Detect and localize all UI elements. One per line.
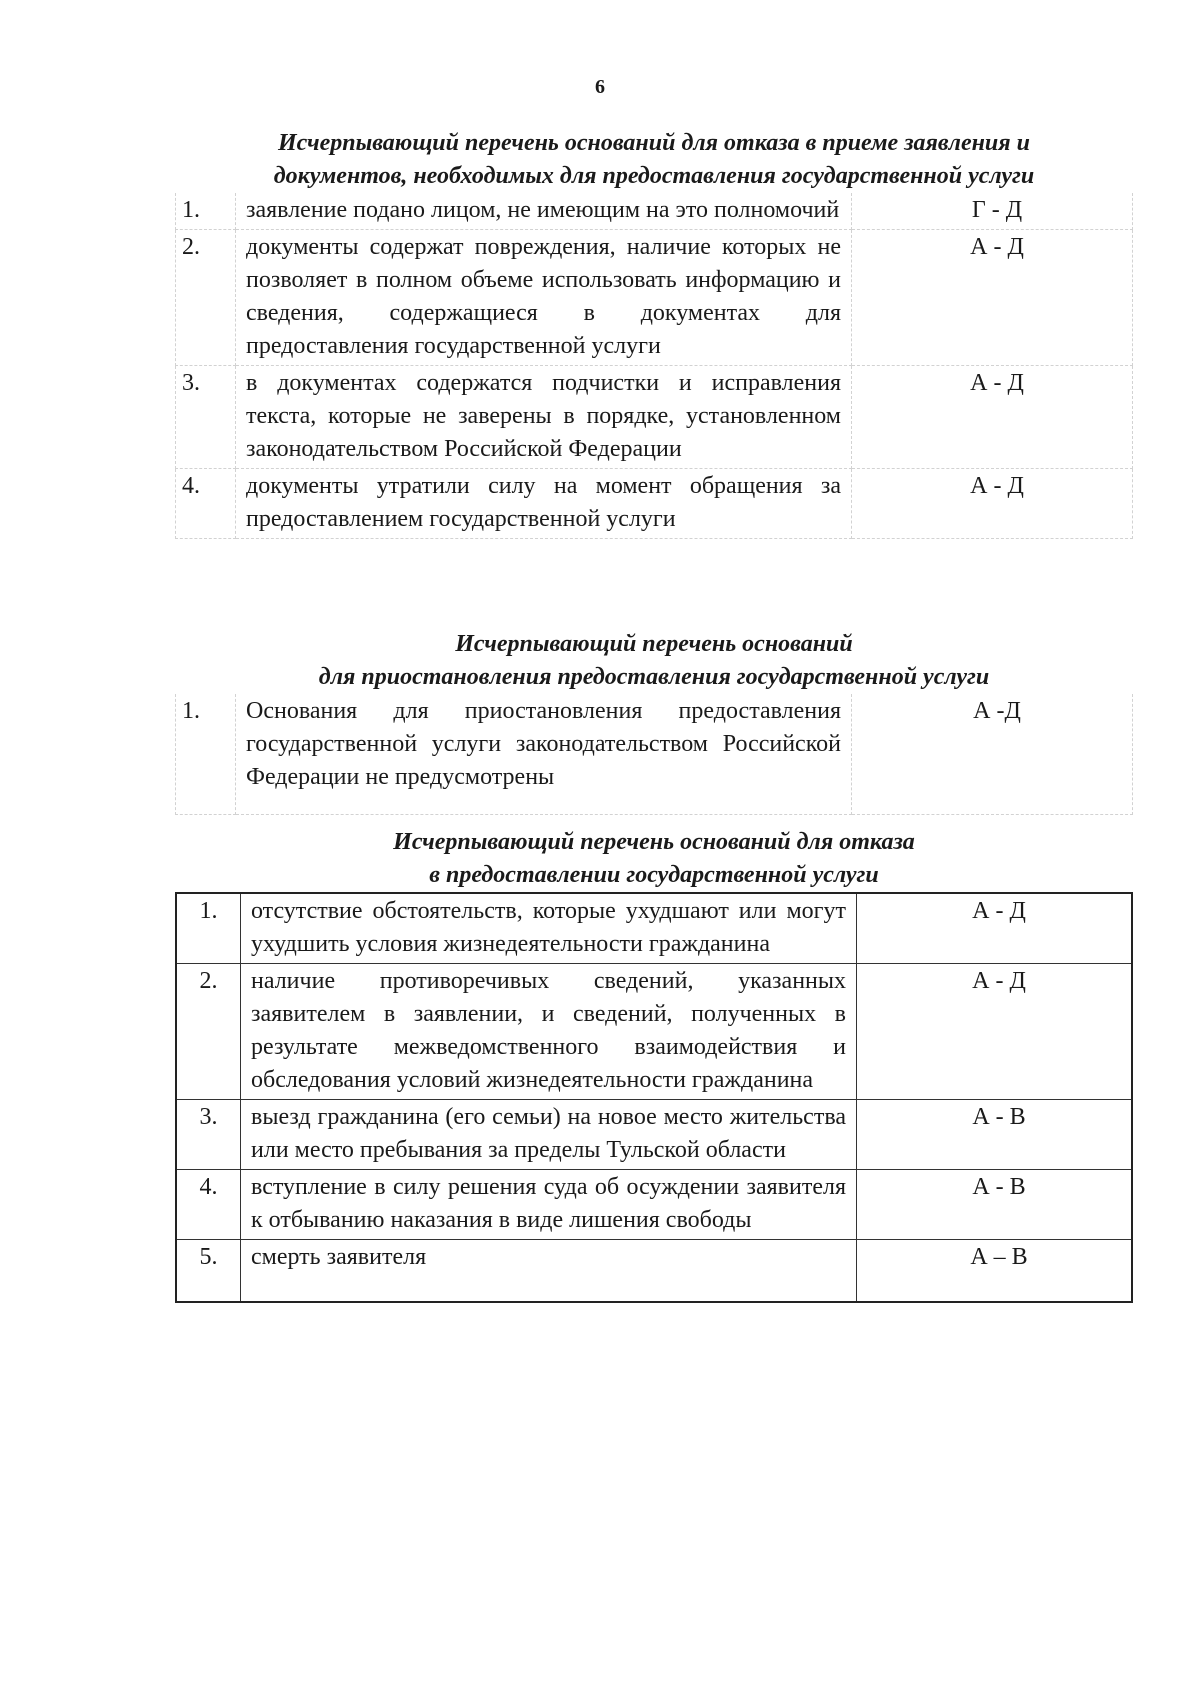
table-row xyxy=(176,694,1133,814)
heading-line: Исчерпывающий перечень оснований для отказа xyxy=(393,829,915,855)
section-heading xyxy=(175,826,1133,892)
table-row xyxy=(176,893,1132,964)
row-text: документы содержат повреждения, наличие которых не позволяет в полном объеме использовать информацию и сведения, содержащиеся в документах для предоставления государственной услуги xyxy=(236,230,852,366)
row-text: отсутствие обстоятельств, которые ухудшают или могут ухудшить условия жизнедеятельности гражданина xyxy=(241,893,857,964)
row-code: А - Д xyxy=(857,964,1133,1100)
heading-line: для приостановления предоставления государственной услуги xyxy=(318,664,990,690)
row-code: А - Д xyxy=(852,230,1133,366)
row-number: 2. xyxy=(176,964,241,1100)
reasons-table xyxy=(175,892,1133,1303)
section-heading xyxy=(175,127,1133,193)
row-code: А - Д xyxy=(852,366,1133,469)
row-code: А -Д xyxy=(852,694,1133,814)
row-code: А - Д xyxy=(852,469,1133,539)
table-row xyxy=(176,1240,1132,1302)
row-code: А - Д xyxy=(857,893,1133,964)
section-heading xyxy=(175,628,1133,694)
row-number: 1. xyxy=(176,193,236,230)
table-row xyxy=(176,230,1133,366)
table-row xyxy=(176,366,1133,469)
table-row xyxy=(176,469,1133,539)
reasons-table xyxy=(175,193,1133,539)
page-number: 6 xyxy=(595,76,605,98)
row-text: вступление в силу решения суда об осуждении заявителя к отбыванию наказания в виде лишения свободы xyxy=(241,1170,857,1240)
row-code: Г - Д xyxy=(852,193,1133,230)
section-refusal-provision xyxy=(175,826,1133,1303)
table-row xyxy=(176,964,1132,1100)
table-row xyxy=(176,1100,1132,1170)
row-number: 1. xyxy=(176,893,241,964)
table-row xyxy=(176,193,1133,230)
section-refusal-acceptance xyxy=(175,127,1133,539)
row-code: А - В xyxy=(857,1100,1133,1170)
heading-line: Исчерпывающий перечень оснований для отказа в приеме заявления и xyxy=(277,130,1030,156)
table-row xyxy=(176,1170,1132,1240)
reasons-table xyxy=(175,694,1133,815)
row-text: выезд гражданина (его семьи) на новое место жительства или место пребывания за пределы Тульской области xyxy=(241,1100,857,1170)
row-text: заявление подано лицом, не имеющим на это полномочий xyxy=(236,193,852,230)
row-number: 4. xyxy=(176,1170,241,1240)
row-code: А - В xyxy=(857,1170,1133,1240)
row-number: 5. xyxy=(176,1240,241,1302)
row-number: 3. xyxy=(176,1100,241,1170)
row-number: 3. xyxy=(176,366,236,469)
row-number: 4. xyxy=(176,469,236,539)
section-suspension xyxy=(175,628,1133,815)
row-number: 1. xyxy=(176,694,236,814)
row-text: в документах содержатся подчистки и исправления текста, которые не заверены в порядке, установленном законодательством Российской Федерации xyxy=(236,366,852,469)
row-code: А – В xyxy=(857,1240,1133,1302)
heading-line: документов, необходимых для предоставления государственной услуги xyxy=(273,163,1035,189)
heading-line: Исчерпывающий перечень оснований xyxy=(455,631,853,657)
row-text: Основания для приостановления предоставления государственной услуги законодательством Российской Федерации не предусмотрены xyxy=(236,694,852,814)
row-number: 2. xyxy=(176,230,236,366)
heading-line: в предоставлении государственной услуги xyxy=(429,862,879,888)
row-text: смерть заявителя xyxy=(241,1240,857,1302)
row-text: документы утратили силу на момент обращения за предоставлением государственной услуги xyxy=(236,469,852,539)
row-text: наличие противоречивых сведений, указанных заявителем в заявлении, и сведений, полученных в результате межведомственного взаимодействия и обследования условий жизнедеятельности гражданина xyxy=(241,964,857,1100)
